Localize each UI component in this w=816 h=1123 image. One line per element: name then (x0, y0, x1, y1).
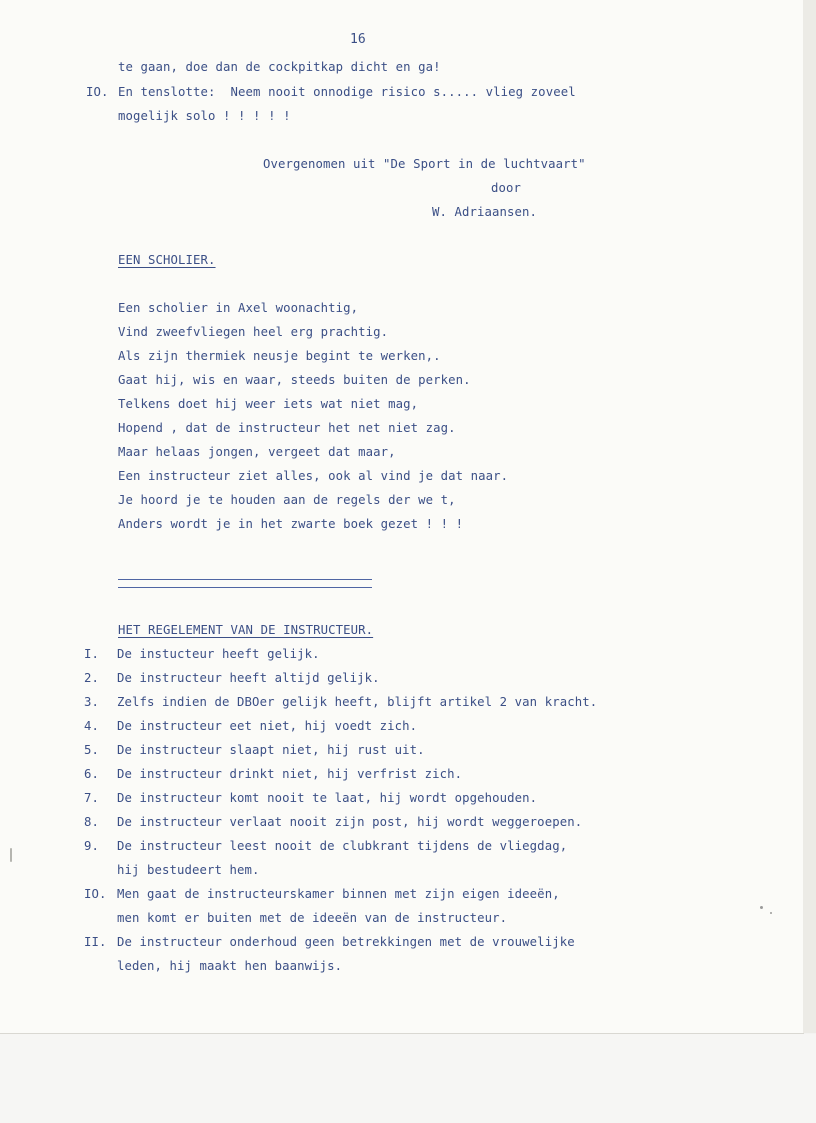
rules-title: HET REGELEMENT VAN DE INSTRUCTEUR. (118, 623, 374, 637)
poem-line: Telkens doet hij weer iets wat niet mag, (118, 397, 419, 411)
scan-background (0, 1034, 816, 1123)
item-10-line-1: En tenslotte: Neem nooit onnodige risico s..... vlieg zoveel (118, 85, 576, 99)
rule-number: 7. (84, 791, 100, 805)
rule-text: De instructeur eet niet, hij voedt zich. (117, 719, 418, 733)
rule-text: De instructeur leest nooit de clubkrant tijdens de vliegdag, (117, 839, 568, 853)
attribution-by: door (491, 181, 522, 195)
poem-line: Een instructeur ziet alles, ook al vind je dat naar. (118, 469, 509, 483)
rule-text: hij bestudeert hem. (117, 863, 260, 877)
paper-mark (10, 848, 12, 862)
rule-number: IO. (84, 887, 107, 901)
poem-line: Anders wordt je in het zwarte boek gezet ! ! ! (118, 517, 464, 531)
poem-line: Als zijn thermiek neusje begint te werken,. (118, 349, 441, 363)
intro-line: te gaan, doe dan de cockpitkap dicht en ga! (118, 60, 441, 74)
poem-line: Je hoord je te houden aan de regels der we t, (118, 493, 456, 507)
poem-line: Een scholier in Axel woonachtig, (118, 301, 359, 315)
page-edge-shadow (803, 0, 816, 1033)
rule-number: II. (84, 935, 107, 949)
rule-text: De instructeur drinkt niet, hij verfrist zich. (117, 767, 463, 781)
section-divider-top (118, 579, 372, 580)
paper-speck (760, 906, 763, 909)
poem-line: Hopend , dat de instructeur het net niet zag. (118, 421, 456, 435)
poem-line: Vind zweefvliegen heel erg prachtig. (118, 325, 389, 339)
rule-text: De instructeur komt nooit te laat, hij wordt opgehouden. (117, 791, 538, 805)
rule-number: 5. (84, 743, 100, 757)
rule-number: 6. (84, 767, 100, 781)
rule-number: 8. (84, 815, 100, 829)
paper-speck (770, 912, 772, 914)
poem-title: EEN SCHOLIER. (118, 253, 216, 267)
section-divider-bottom (118, 587, 372, 588)
rule-text: men komt er buiten met de ideeën van de instructeur. (117, 911, 508, 925)
rule-number: I. (84, 647, 100, 661)
rule-text: leden, hij maakt hen baanwijs. (117, 959, 343, 973)
attribution-source: Overgenomen uit "De Sport in de luchtvaart" (263, 157, 586, 171)
poem-line: Gaat hij, wis en waar, steeds buiten de perken. (118, 373, 471, 387)
rule-text: De instructeur heeft altijd gelijk. (117, 671, 380, 685)
rule-text: De instructeur verlaat nooit zijn post, hij wordt weggeroepen. (117, 815, 583, 829)
page-number: 16 (350, 32, 366, 47)
item-10-number: IO. (86, 85, 109, 99)
rule-text: De instructeur slaapt niet, hij rust uit. (117, 743, 425, 757)
poem-line: Maar helaas jongen, vergeet dat maar, (118, 445, 396, 459)
item-10-line-2: mogelijk solo ! ! ! ! ! (118, 109, 291, 123)
attribution-author: W. Adriaansen. (432, 205, 538, 219)
rule-text: Men gaat de instructeurskamer binnen met zijn eigen ideeën, (117, 887, 560, 901)
rule-text: Zelfs indien de DBOer gelijk heeft, blijft artikel 2 van kracht. (117, 695, 598, 709)
rule-number: 4. (84, 719, 100, 733)
rule-number: 2. (84, 671, 100, 685)
rule-number: 3. (84, 695, 100, 709)
rule-text: De instucteur heeft gelijk. (117, 647, 320, 661)
rule-number: 9. (84, 839, 100, 853)
rule-text: De instructeur onderhoud geen betrekkingen met de vrouwelijke (117, 935, 575, 949)
